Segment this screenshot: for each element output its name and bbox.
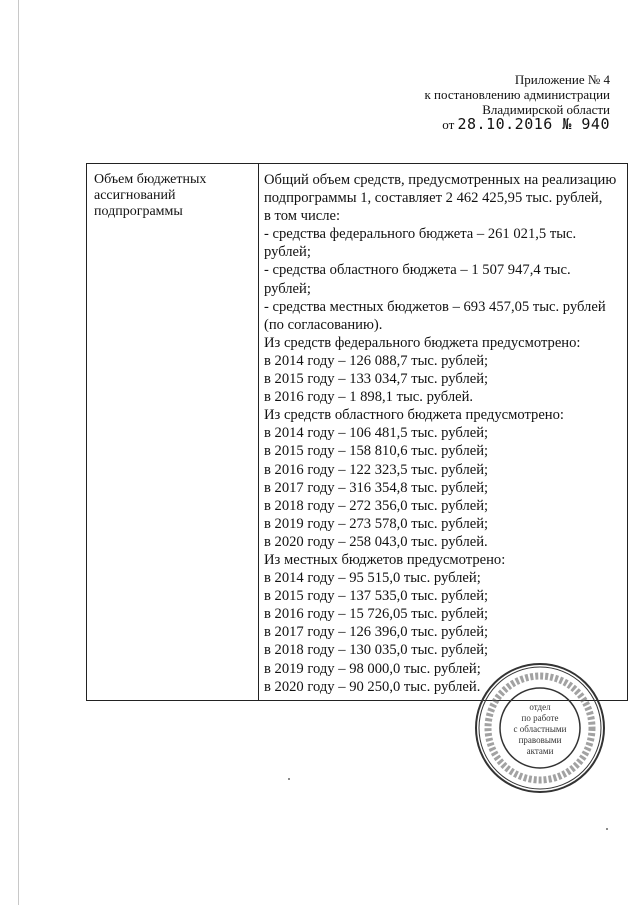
budget-label-cell [87, 164, 259, 701]
scan-speck [288, 778, 290, 780]
seal-line: актами [526, 746, 554, 756]
detail-line: рублей; [264, 280, 311, 297]
appendix-header [424, 72, 610, 132]
detail-line: в 2014 году – 126 088,7 тыс. рублей; [264, 352, 489, 369]
detail-line: в 2018 году – 272 356,0 тыс. рублей; [264, 497, 489, 514]
budget-table [86, 163, 628, 701]
detail-line: в 2019 году – 273 578,0 тыс. рублей; [264, 515, 489, 532]
detail-line: в 2015 году – 158 810,6 тыс. рублей; [264, 443, 489, 460]
budget-details-cell [259, 164, 628, 701]
resolution-reference: к постановлению администрации [424, 87, 610, 102]
detail-line: (по согласованию). [264, 316, 383, 333]
scan-left-edge [18, 0, 19, 905]
detail-line: в 2016 году – 15 726,05 тыс. рублей; [264, 606, 489, 623]
label-line: Объем бюджетных [94, 172, 207, 187]
detail-line: подпрограммы 1, составляет 2 462 425,95 тыс. рублей, [264, 190, 603, 207]
detail-line: в 2020 году – 258 043,0 тыс. рублей. [264, 533, 488, 550]
detail-line: в 2014 году – 95 515,0 тыс. рублей; [264, 570, 481, 587]
seal-line: правовыми [518, 735, 562, 745]
resolution-date [424, 117, 610, 132]
seal-line: с областными [513, 724, 567, 734]
detail-line: - средства местных бюджетов – 693 457,05 тыс. рублей [264, 298, 606, 315]
detail-line: в 2015 году – 133 034,7 тыс. рублей; [264, 371, 489, 388]
seal-center-text [472, 702, 608, 757]
label-line: ассигнований [94, 188, 176, 203]
seal-line: по работе [521, 713, 559, 723]
detail-line: в 2019 году – 98 000,0 тыс. рублей; [264, 660, 481, 677]
label-line: подпрограммы [94, 204, 183, 219]
appendix-number: Приложение № 4 [514, 72, 610, 87]
detail-line: в 2015 году – 137 535,0 тыс. рублей; [264, 588, 489, 605]
detail-line: в 2020 году – 90 250,0 тыс. рублей. [264, 678, 481, 695]
scan-speck [606, 828, 608, 830]
detail-line: Из местных бюджетов предусмотрено: [264, 551, 506, 568]
detail-line: в 2014 году – 106 481,5 тыс. рублей; [264, 425, 489, 442]
detail-line: в 2016 году – 122 323,5 тыс. рублей; [264, 461, 489, 478]
detail-line: Из средств федерального бюджета предусмотрено: [264, 334, 581, 351]
region-name: Владимирской области [482, 102, 610, 117]
detail-line: в 2018 году – 130 035,0 тыс. рублей; [264, 642, 489, 659]
table-row [87, 164, 628, 701]
official-seal [472, 660, 608, 796]
detail-line: Из средств областного бюджета предусмотрено: [264, 407, 564, 424]
detail-line: - средства областного бюджета – 1 507 947,4 тыс. [264, 262, 571, 279]
detail-line: в том числе: [264, 208, 341, 225]
detail-line: в 2017 году – 126 396,0 тыс. рублей; [264, 624, 489, 641]
detail-line: в 2017 году – 316 354,8 тыс. рублей; [264, 479, 489, 496]
detail-line: Общий объем средств, предусмотренных на реализацию [264, 172, 617, 188]
seal-line: отдел [529, 702, 551, 712]
date-prefix: от [442, 117, 455, 132]
detail-line: в 2016 году – 1 898,1 тыс. рублей. [264, 389, 474, 406]
date-number-stamp: 28.10.2016 № 940 [457, 115, 610, 133]
detail-line: рублей; [264, 244, 311, 261]
detail-line: - средства федерального бюджета – 261 021,5 тыс. [264, 226, 577, 243]
